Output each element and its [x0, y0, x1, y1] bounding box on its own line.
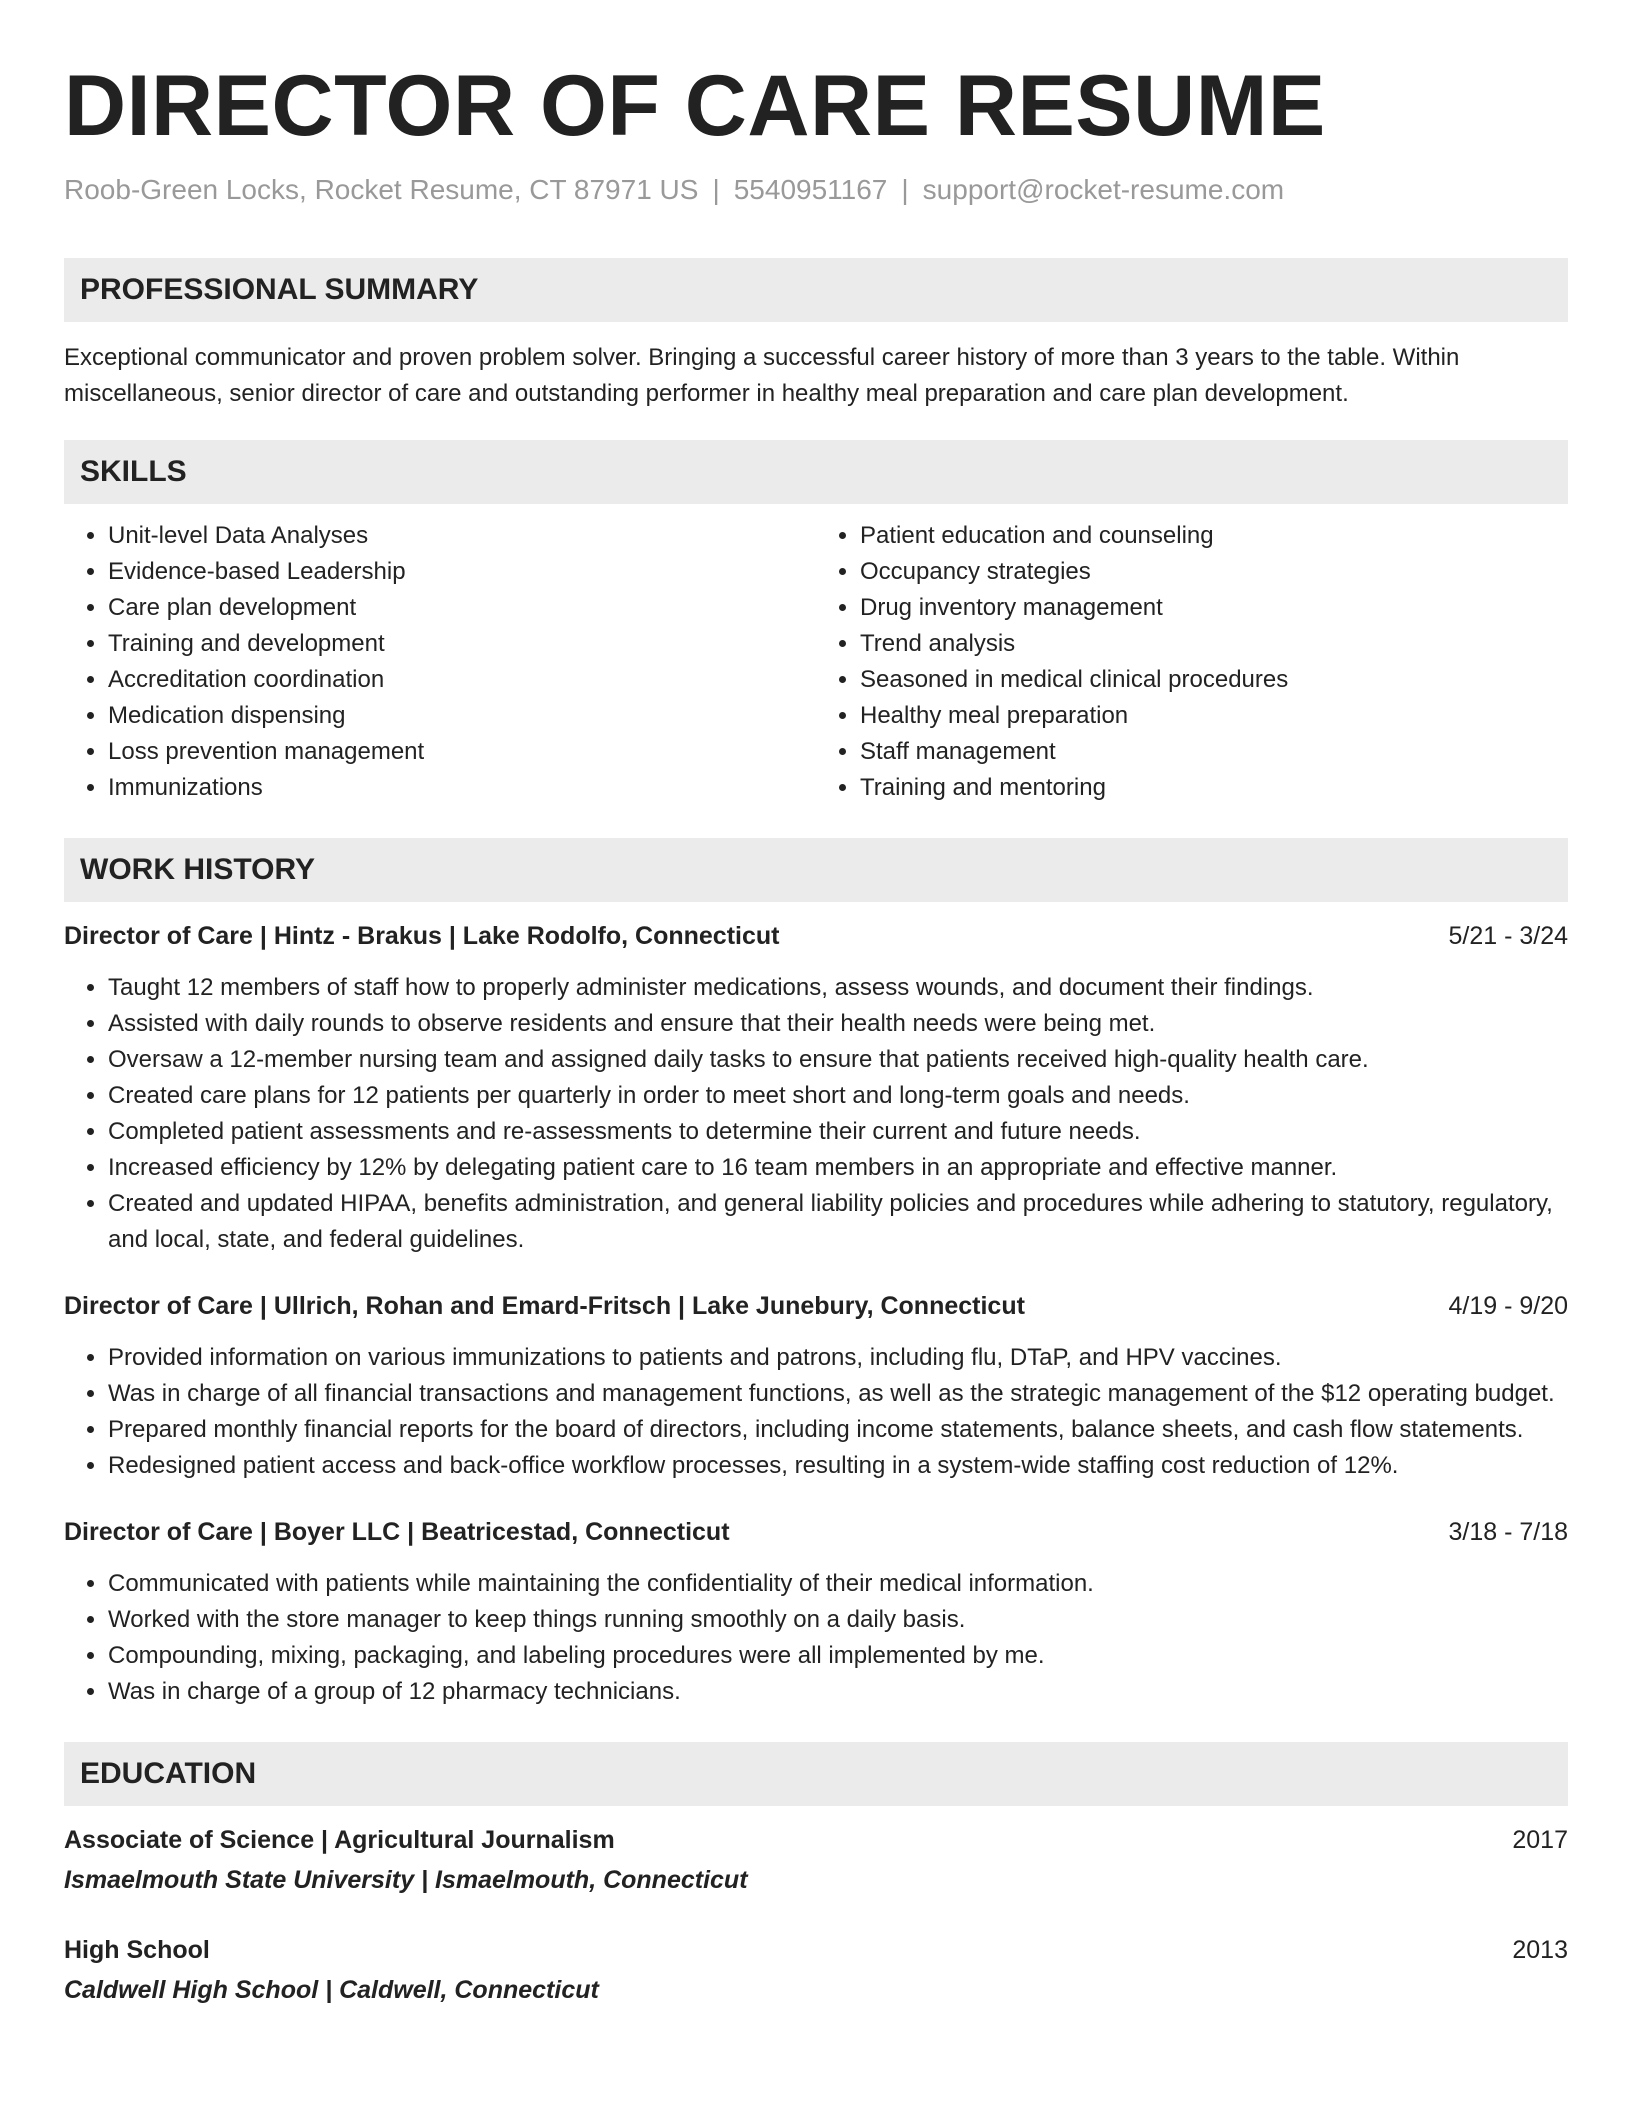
skills-column-right [816, 518, 1568, 806]
job-header [64, 1288, 1568, 1324]
education-header [64, 1932, 1568, 1968]
skill-item: • Staff management [860, 734, 1568, 770]
skill-item: • Occupancy strategies [860, 554, 1568, 590]
education-school: Caldwell High School | Caldwell, Connecticut [64, 1976, 599, 2004]
job-bullet: • Communicated with patients while maintaining the confidentiality of their medical information. [108, 1566, 1568, 1602]
skill-item: • Evidence-based Leadership [108, 554, 816, 590]
job-title: Director of Care | Hintz - Brakus | Lake Rodolfo, Connecticut [64, 922, 780, 950]
education-heading: EDUCATION [64, 1742, 1568, 1806]
resume-title: DIRECTOR OF CARE RESUME [64, 58, 1326, 154]
skill-item: • Drug inventory management [860, 590, 1568, 626]
skill-item: • Training and mentoring [860, 770, 1568, 806]
summary-text: Exceptional communicator and proven problem solver. Bringing a successful career history of more than 3 years to the table. Within miscellaneous, senior director of care and outstanding performer in healthy meal preparation and care plan development. [64, 344, 1460, 407]
education-entry [64, 1822, 1568, 1898]
skill-item: • Unit-level Data Analyses [108, 518, 816, 554]
job-bullet: • Completed patient assessments and re-assessments to determine their current and future needs. [108, 1114, 1568, 1150]
education-year: 2017 [1512, 1826, 1568, 1854]
skill-item: • Training and development [108, 626, 816, 662]
education-header [64, 1822, 1568, 1858]
job-bullet: • Provided information on various immunizations to patients and patrons, including flu, DTaP, and HPV vaccines. [108, 1340, 1568, 1376]
job-title: Director of Care | Ullrich, Rohan and Emard-Fritsch | Lake Junebury, Connecticut [64, 1292, 1025, 1320]
skill-item: • Immunizations [108, 770, 816, 806]
skill-item: • Trend analysis [860, 626, 1568, 662]
job-entry [64, 1288, 1568, 1484]
job-bullets [64, 1340, 1568, 1484]
work-history-heading: WORK HISTORY [64, 838, 1568, 902]
contact-separator: | [901, 174, 909, 205]
job-bullet: • Assisted with daily rounds to observe residents and ensure that their health needs were being met. [108, 1006, 1568, 1042]
education-school: Ismaelmouth State University | Ismaelmouth, Connecticut [64, 1866, 748, 1894]
skill-item: • Accreditation coordination [108, 662, 816, 698]
contact-line [64, 172, 1568, 208]
skill-item: • Loss prevention management [108, 734, 816, 770]
job-bullet: • Created care plans for 12 patients per quarterly in order to meet short and long-term goals and needs. [108, 1078, 1568, 1114]
job-dates: 3/18 - 7/18 [1448, 1518, 1568, 1546]
skills-column-left [64, 518, 816, 806]
contact-address: Roob-Green Locks, Rocket Resume, CT 87971 US [64, 174, 699, 205]
contact-email: support@rocket-resume.com [922, 174, 1285, 205]
education-degree: High School [64, 1936, 210, 1964]
skill-item: • Medication dispensing [108, 698, 816, 734]
education-entry [64, 1932, 1568, 2008]
job-bullet: • Taught 12 members of staff how to properly administer medications, assess wounds, and document their findings. [108, 970, 1568, 1006]
job-title: Director of Care | Boyer LLC | Beatricestad, Connecticut [64, 1518, 730, 1546]
job-dates: 5/21 - 3/24 [1448, 922, 1568, 950]
job-bullet: • Increased efficiency by 12% by delegating patient care to 16 team members in an appropriate and effective manner. [108, 1150, 1568, 1186]
job-entry [64, 918, 1568, 1258]
job-entry [64, 1514, 1568, 1710]
job-header [64, 1514, 1568, 1550]
summary-heading: PROFESSIONAL SUMMARY [64, 258, 1568, 322]
job-bullet: • Created and updated HIPAA, benefits administration, and general liability policies and procedures while adhering to statutory, regulatory, and local, state, and federal guidelines. [108, 1186, 1568, 1258]
skill-item: • Healthy meal preparation [860, 698, 1568, 734]
job-dates: 4/19 - 9/20 [1448, 1292, 1568, 1320]
job-bullet: • Redesigned patient access and back-office workflow processes, resulting in a system-wide staffing cost reduction of 12%. [108, 1448, 1568, 1484]
job-header [64, 918, 1568, 954]
skills-heading: SKILLS [64, 440, 1568, 504]
contact-separator: | [712, 174, 720, 205]
job-bullet: • Worked with the store manager to keep things running smoothly on a daily basis. [108, 1602, 1568, 1638]
job-bullets [64, 1566, 1568, 1710]
job-bullet: • Oversaw a 12-member nursing team and assigned daily tasks to ensure that patients received high-quality health care. [108, 1042, 1568, 1078]
job-bullet: • Compounding, mixing, packaging, and labeling procedures were all implemented by me. [108, 1638, 1568, 1674]
job-bullet: • Was in charge of a group of 12 pharmacy technicians. [108, 1674, 1568, 1710]
job-bullet: • Was in charge of all financial transactions and management functions, as well as the strategic management of the $12 operating budget. [108, 1376, 1568, 1412]
contact-phone: 5540951167 [733, 174, 888, 205]
job-bullet: • Prepared monthly financial reports for the board of directors, including income statements, balance sheets, and cash flow statements. [108, 1412, 1568, 1448]
education-degree: Associate of Science | Agricultural Journalism [64, 1826, 615, 1854]
skill-item: • Patient education and counseling [860, 518, 1568, 554]
job-bullets [64, 970, 1568, 1258]
education-year: 2013 [1512, 1936, 1568, 1964]
skill-item: • Seasoned in medical clinical procedures [860, 662, 1568, 698]
skills-list [64, 518, 1568, 806]
skill-item: • Care plan development [108, 590, 816, 626]
